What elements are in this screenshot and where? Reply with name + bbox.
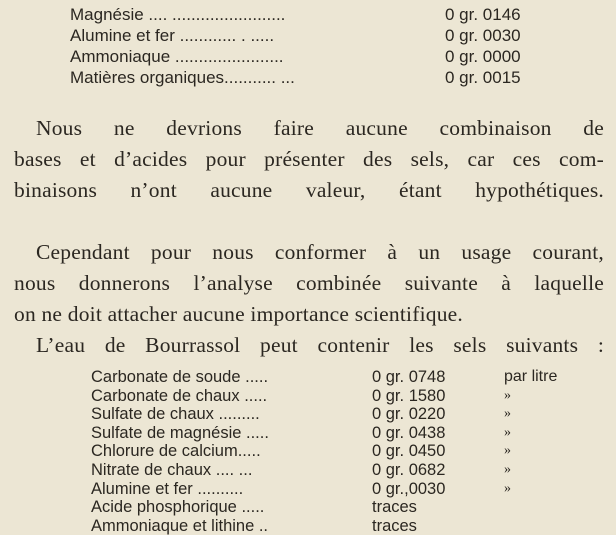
row-label: Ammoniaque ....................... [70, 47, 284, 66]
row-value: 0 gr. 0220 [372, 405, 446, 424]
text-line: bases et d’acides pour présenter des sels, car ces com- [14, 147, 604, 171]
row-label: Alumine et fer ............ . ..... [70, 26, 275, 45]
table-row [91, 517, 561, 535]
table-row [91, 405, 561, 424]
row-label: Sulfate de magnésie ..... [91, 423, 269, 442]
row-label: Sulfate de chaux ......... [91, 405, 260, 424]
row-unit: par litre [504, 368, 558, 385]
text-line: on ne doit attacher aucune importance scientifique. [14, 302, 463, 326]
row-label: Acide phosphorique ..... [91, 498, 265, 517]
table-row [70, 46, 550, 67]
row-label: Ammoniaque et lithine .. [91, 516, 269, 535]
text-line: nous donnerons l’analyse combinée suivante à laquelle [14, 271, 604, 295]
row-value: 0 gr. 0438 [372, 423, 446, 442]
row-label: Chlorure de calcium..... [91, 442, 261, 461]
ditto-mark: » [504, 480, 511, 496]
row-label: Matières organiques........... ... [70, 68, 295, 87]
ditto-mark: » [504, 424, 511, 440]
row-label: Alumine et fer .......... [91, 479, 244, 498]
row-label: Carbonate de soude ..... [91, 368, 269, 386]
paragraph-salts-intro [14, 330, 604, 361]
ditto-mark: » [504, 461, 511, 477]
table-row [91, 461, 561, 480]
row-value: 0 gr. 0748 [372, 368, 446, 386]
table-row [70, 25, 550, 46]
mineral-analysis-table [70, 4, 550, 88]
text-line: L’eau de Bourrassol peut contenir les sels suivants : [36, 333, 604, 357]
row-value: traces [372, 516, 417, 535]
table-row [91, 498, 561, 517]
row-label: Nitrate de chaux .... ... [91, 460, 253, 479]
row-value: 0 gr. 0015 [445, 68, 521, 87]
paragraph-combinations [14, 113, 604, 206]
ditto-mark: » [504, 443, 511, 459]
paragraph-combined-analysis [14, 237, 604, 330]
row-value: 0 gr. 1580 [372, 386, 446, 405]
row-label: Magnésie .... ........................ [70, 5, 286, 24]
text-line: Nous ne devrions faire aucune combinaison de [36, 116, 604, 140]
row-value: 0 gr. 0682 [372, 460, 446, 479]
row-value: 0 gr. 0450 [372, 442, 446, 461]
table-row [70, 67, 550, 88]
table-row [91, 387, 561, 406]
table-row [70, 4, 550, 25]
row-value: 0 gr.,0030 [372, 479, 446, 498]
row-value: 0 gr. 0030 [445, 26, 521, 45]
row-value: 0 gr. 0146 [445, 5, 521, 24]
table-row [91, 368, 561, 387]
table-row [91, 480, 561, 499]
row-value: 0 gr. 0000 [445, 47, 521, 66]
text-line: Cependant pour nous conformer à un usage courant, [36, 240, 604, 264]
ditto-mark: » [504, 387, 511, 403]
row-label: Carbonate de chaux ..... [91, 386, 268, 405]
ditto-mark: » [504, 406, 511, 422]
table-row [91, 424, 561, 443]
row-value: traces [372, 498, 417, 517]
text-line: binaisons n’ont aucune valeur, étant hypothétiques. [14, 178, 604, 202]
salts-table [91, 368, 561, 535]
table-row [91, 442, 561, 461]
